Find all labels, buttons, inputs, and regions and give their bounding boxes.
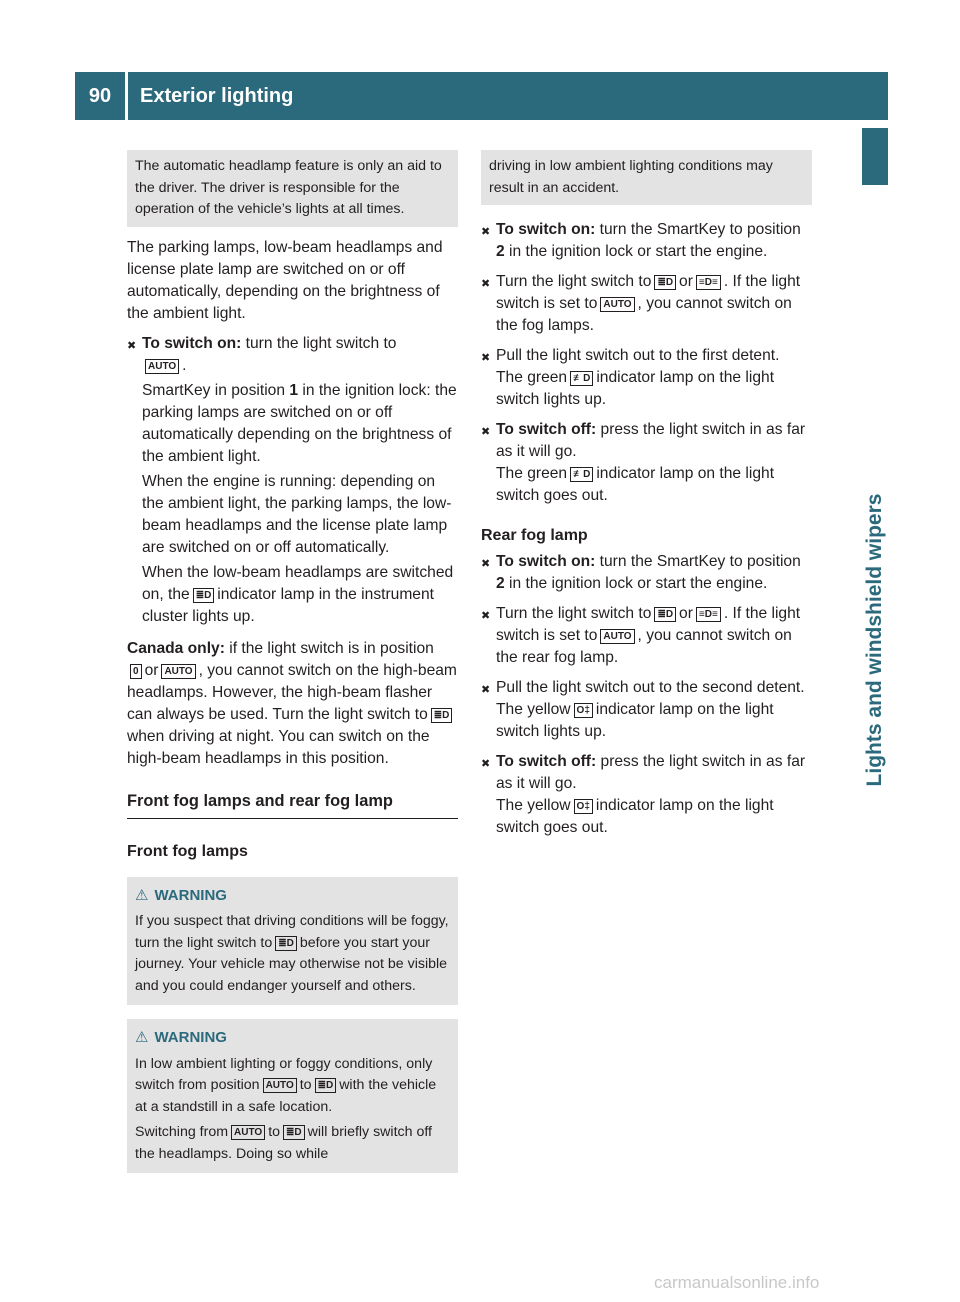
rear-fog-symbol-icon: O‡ bbox=[574, 799, 593, 814]
auto-symbol-icon: AUTO bbox=[263, 1078, 297, 1093]
low-beam-symbol-icon: ≣D bbox=[283, 1125, 305, 1140]
subsection-heading: Front fog lamps bbox=[127, 842, 248, 860]
subsection-heading: Rear fog lamp bbox=[481, 527, 588, 544]
low-beam-symbol-icon: ≣D bbox=[654, 275, 676, 290]
step-arrow-icon: ✖ bbox=[481, 684, 491, 696]
low-beam-symbol-icon: ≣D bbox=[315, 1078, 337, 1093]
instruction-step: ✖ Pull the light switch out to the second detent. The yellow O‡ indicator lamp on the light switch lights up. bbox=[481, 679, 805, 740]
parking-lamp-symbol-icon: ≡D≡ bbox=[696, 607, 721, 622]
step-lead: To switch on: bbox=[142, 334, 242, 352]
low-beam-symbol-icon: ≣D bbox=[275, 936, 297, 951]
warning-title: ⚠ WARNING bbox=[135, 886, 227, 904]
low-beam-symbol-icon: ≣D bbox=[654, 607, 676, 622]
auto-symbol-icon: AUTO bbox=[231, 1125, 265, 1140]
auto-symbol-icon: AUTO bbox=[600, 297, 634, 312]
section-heading: Front fog lamps and rear fog lamp bbox=[127, 790, 458, 819]
watermark: carmanualsonline.info bbox=[654, 1273, 820, 1292]
step-text: turn the light switch to bbox=[241, 334, 397, 352]
paragraph-canada: Canada only: if the light switch is in position 0 or AUTO , you cannot switch on the high-beam headlamps. However, the high-beam flasher can always be used. Turn the light switch to ≣Dwhen driving at night. You can switch on the high-beam headlamps in this position. bbox=[127, 639, 457, 767]
auto-symbol-icon: AUTO bbox=[145, 359, 179, 374]
warning-title: ⚠ WARNING bbox=[135, 1029, 227, 1046]
warning-text: Switching from AUTO to ≣D will briefly switch off the headlamps. Doing so while bbox=[135, 1124, 432, 1162]
step-arrow-icon: ✖ bbox=[127, 339, 137, 352]
instruction-step: ✖ Pull the light switch out to the first detent. The green ≢D indicator lamp on the light switch lights up. bbox=[481, 347, 780, 408]
instruction-step: ✖ To switch on: turn the light switch to AUTO . SmartKey in position 1 in the ignition lock: the parking lamps are switched on or off automatically depending on the brightness of the ambient light. When the engine is running: depending on the ambient light, the parking lamps, the low-beam headlamps and the license plate lamp are switched on or off automatically. When the low-beam headlamps are switched on, the ≣D indicator lamp in the instrument cluster lights up. bbox=[127, 333, 458, 628]
warning-box bbox=[127, 1019, 458, 1173]
instruction-step: ✖ To switch on: turn the SmartKey to position 2 in the ignition lock or start the engine. bbox=[481, 553, 801, 592]
low-beam-symbol-icon: ≣D bbox=[193, 588, 215, 603]
step-detail: SmartKey in position 1 in the ignition lock: the parking lamps are switched on or off automatically depending on the brightness of the ambient light. bbox=[142, 381, 457, 465]
low-beam-symbol-icon: ≣D bbox=[431, 708, 453, 723]
step-arrow-icon: ✖ bbox=[481, 426, 491, 438]
step-detail: When the engine is running: depending on the ambient light, the parking lamps, the low-beam headlamps and the license plate lamp are switched on or off automatically. bbox=[142, 472, 452, 556]
step-detail: When the low-beam headlamps are switched on, the ≣D indicator lamp in the instrument cluster lights up. bbox=[142, 563, 454, 625]
step-arrow-icon: ✖ bbox=[481, 226, 491, 238]
step-arrow-icon: ✖ bbox=[481, 610, 491, 622]
instruction-step: ✖ To switch off: press the light switch in as far as it will go. The yellow O‡ indicator lamp on the light switch goes out. bbox=[481, 753, 806, 836]
zero-symbol-icon: 0 bbox=[130, 664, 142, 679]
step-arrow-icon: ✖ bbox=[481, 558, 491, 570]
step-arrow-icon: ✖ bbox=[481, 278, 491, 290]
instruction-step: ✖ Turn the light switch to ≣D or ≡D≡ . If the light switch is set to AUTO , you cannot switch on the rear fog lamp. bbox=[481, 605, 801, 666]
page-number: 90 bbox=[75, 72, 125, 120]
parking-lamp-symbol-icon: ≡D≡ bbox=[696, 275, 721, 290]
note-text: The automatic headlamp feature is only an aid to the driver. The driver is responsible for the operation of the vehicle’s lights at all times. bbox=[135, 158, 442, 217]
warning-triangle-icon: ⚠ bbox=[135, 886, 149, 904]
front-fog-symbol-icon: ≢D bbox=[570, 371, 593, 386]
side-tab-label: Lights and windshield wipers bbox=[863, 493, 886, 787]
instruction-step: ✖ To switch on: turn the SmartKey to position 2 in the ignition lock or start the engine. bbox=[481, 221, 801, 260]
warning-text: In low ambient lighting or foggy conditions, only switch from position AUTO to ≣D with the vehicle at a standstill in a safe location. bbox=[135, 1055, 437, 1115]
warning-continued-box bbox=[481, 150, 812, 205]
rear-fog-symbol-icon: O‡ bbox=[574, 703, 593, 718]
auto-symbol-icon: AUTO bbox=[600, 629, 634, 644]
warning-triangle-icon: ⚠ bbox=[135, 1029, 149, 1046]
warning-box bbox=[127, 877, 458, 1006]
front-fog-symbol-icon: ≢D bbox=[570, 467, 593, 482]
step-arrow-icon: ✖ bbox=[481, 758, 491, 770]
page-title: Exterior lighting bbox=[128, 72, 888, 120]
side-tab bbox=[862, 128, 888, 185]
left-column bbox=[127, 150, 458, 1187]
warning-text: If you suspect that driving conditions will be foggy, turn the light switch to ≣D before you start your journey. Your vehicle may otherwise not be visible and you could endanger yourself and others. bbox=[135, 913, 449, 994]
instruction-step: ✖ To switch off: press the light switch in as far as it will go. The green ≢D indicator lamp on the light switch goes out. bbox=[481, 421, 806, 504]
paragraph: The parking lamps, low-beam headlamps and license plate lamp are switched on or off automatically, depending on the brightness of the ambient light. bbox=[127, 238, 443, 322]
instruction-step: ✖ Turn the light switch to ≣D or ≡D≡ . If the light switch is set to AUTO , you cannot switch on the fog lamps. bbox=[481, 273, 801, 334]
warning-text: driving in low ambient lighting conditions may result in an accident. bbox=[489, 158, 773, 196]
auto-symbol-icon: AUTO bbox=[161, 664, 195, 679]
step-arrow-icon: ✖ bbox=[481, 352, 491, 364]
note-box bbox=[127, 150, 458, 227]
right-column bbox=[481, 150, 812, 839]
